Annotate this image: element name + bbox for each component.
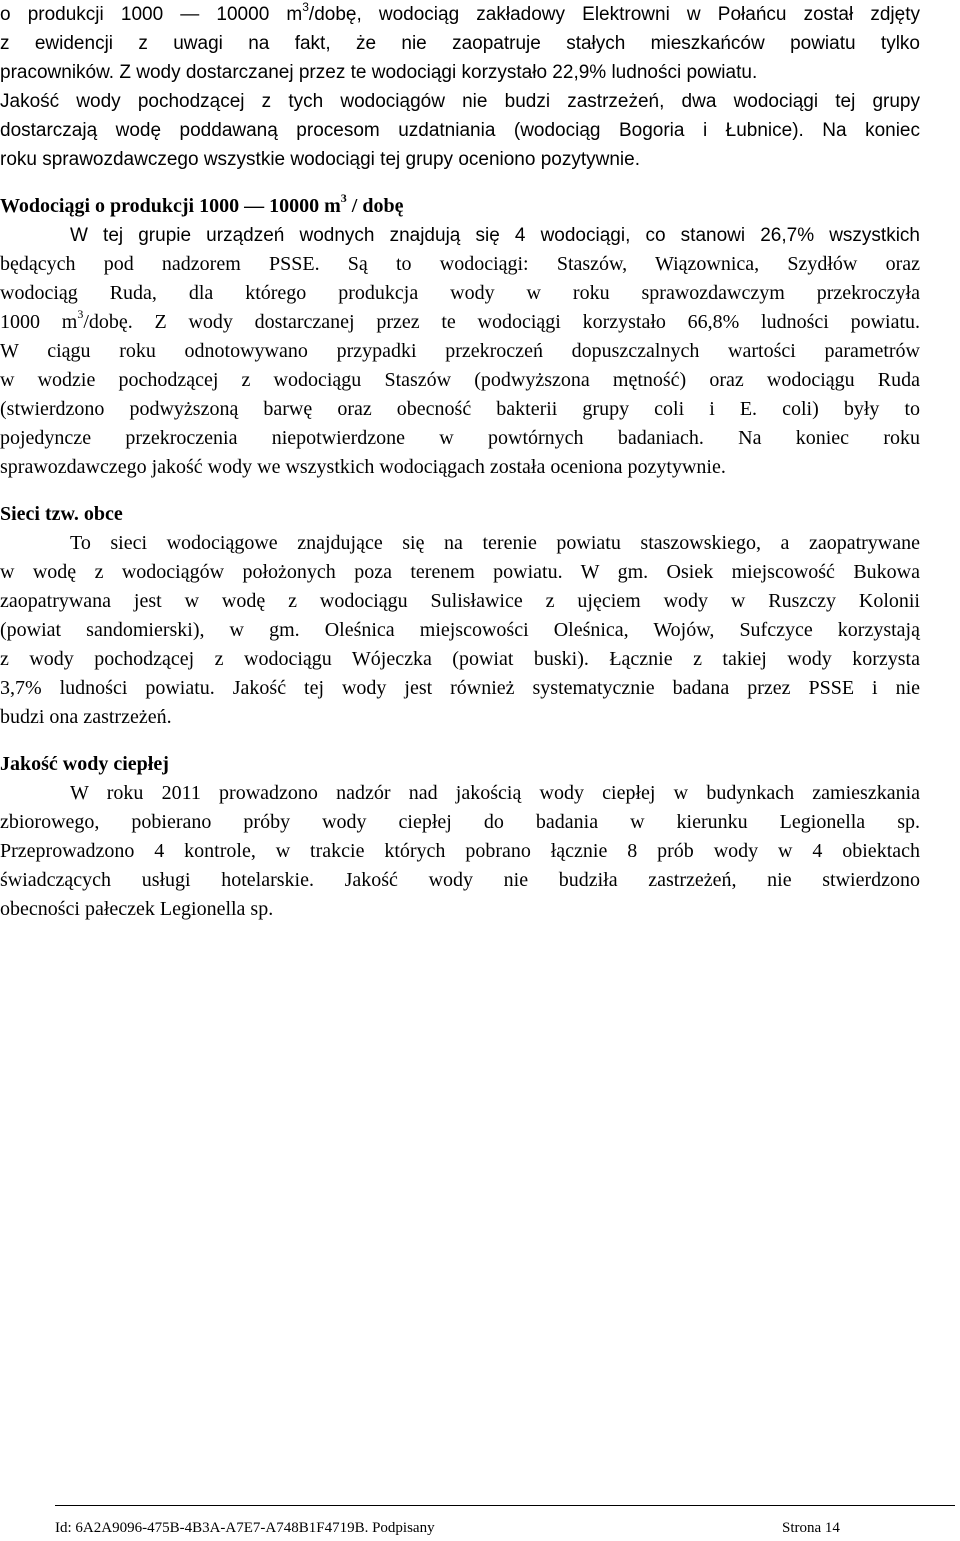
text-line: wodociąg Ruda, dla którego produkcja wody w roku sprawozdawczym przekroczyła [0,282,920,304]
text-line: zaopatrywana jest w wodę z wodociągu Sulisławice z ujęciem wody w Ruszczy Kolonii [0,590,920,612]
section-heading: Jakość wody ciepłej [0,753,169,775]
text-line: budzi ona zastrzeżeń. [0,706,172,728]
section-heading: Sieci tzw. obce [0,503,123,525]
text-line: roku sprawozdawczego wszystkie wodociągi tej grupy oceniono pozytywnie. [0,149,640,170]
text-line: zbiorowego, pobierano próby wody ciepłej do badania w kierunku Legionella sp. [0,811,920,833]
text-line: obecności pałeczek Legionella sp. [0,898,274,920]
text-line: To sieci wodociągowe znajdujące się na terenie powiatu staszowskiego, a zaopatrywane [70,532,920,554]
text-line: 1000 $m^3$/dobę. Z wody dostarczanej przez te wodociągi korzystało 66,8% ludności powiatu. [0,307,921,333]
text-line: Przeprowadzono 4 kontrole, w trakcie których pobrano łącznie 8 prób wody w 4 obiektach [0,840,920,862]
text-line: W ciągu roku odnotowywano przypadki przekroczeń dopuszczalnych wartości parametrów [0,340,920,362]
section-heading: Wodociągi o produkcji 1000 — 10000 $m^3$ / dobę [0,191,404,217]
text-line: w wodę z wodociągów położonych poza terenem powiatu. W gm. Osiek miejscowość Bukowa [0,561,920,583]
text-line: pojedyncze przekroczenia niepotwierdzone w powtórnych badaniach. Na koniec roku [0,427,920,449]
footer-document-id: Id: 6A2A9096-475B-4B3A-A7E7-A748B1F4719B. Podpisany [55,1520,435,1536]
text-line: (powiat sandomierski), w gm. Oleśnica miejscowości Oleśnica, Wojów, Sufczyce korzystają [0,619,920,641]
text-line: 3,7% ludności powiatu. Jakość tej wody jest również systematycznie badana przez PSSE i nie [0,677,920,699]
text-line: W roku 2011 prowadzono nadzór nad jakością wody ciepłej w budynkach zamieszkania [70,782,920,804]
footer-page-number: Strona 14 [782,1520,840,1536]
text-line: w wodzie pochodzącej z wodociągu Staszów (podwyższona mętność) oraz wodociągu Ruda [0,369,920,391]
text-line: dostarczają wodę poddawaną procesom uzdatniania (wodociąg Bogoria i Łubnice). Na koniec [0,120,920,141]
text-line: (stwierdzono podwyższoną barwę oraz obecność bakterii grupy coli i E. coli) były to [0,398,920,420]
text-line: będących pod nadzorem PSSE. Są to wodociągi: Staszów, Wiązownica, Szydłów oraz [0,253,920,275]
text-line: sprawozdawczego jakość wody we wszystkich wodociągach została oceniona pozytywnie. [0,456,726,478]
text-line: z wody pochodzącej z wodociągu Wójeczka (powiat buski). Łącznie z takiej wody korzysta [0,648,920,670]
text-line: pracowników. Z wody dostarczanej przez te wodociągi korzystało 22,9% ludności powiatu. [0,62,758,83]
text-line: Jakość wody pochodzącej z tych wodociągów nie budzi zastrzeżeń, dwa wodociągi tej grupy [0,91,920,112]
text-line: z ewidencji z uwagi na fakt, że nie zaopatruje stałych mieszkańców powiatu tylko [0,33,920,54]
text-line: o produkcji 1000 — 10000 $m^3$/dobę, wodociąg zakładowy Elektrowni w Połańcu został zdjęty [0,0,920,25]
footer-divider [55,1505,955,1506]
text-line: świadczących usługi hotelarskie. Jakość wody nie budziła zastrzeżeń, nie stwierdzono [0,869,920,891]
text-line: W tej grupie urządzeń wodnych znajdują się 4 wodociągi, co stanowi 26,7% wszystkich [70,225,920,246]
